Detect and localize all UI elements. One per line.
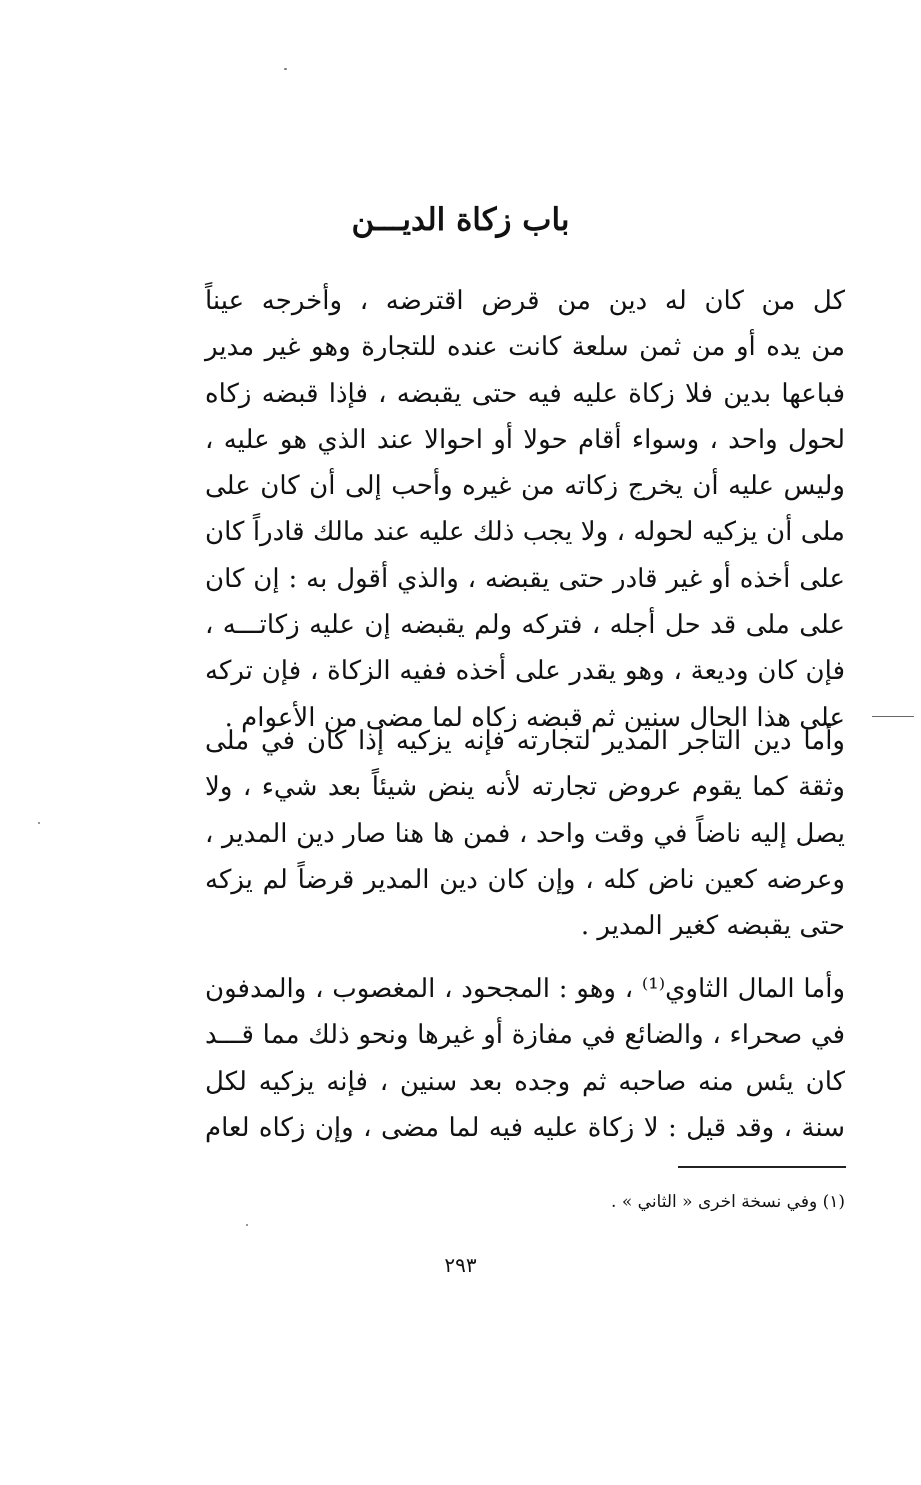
scan-speck [38,822,40,824]
text-line: في صحراء ، والضائع في مفازة أو غيرها ونحو ذلك مما قـــد [205,1020,845,1051]
text-line: حتى يقبضه كغير المدير . [580,911,845,942]
text-line: فباعها بدين فلا زكاة عليه فيه حتى يقبضه ، فإذا قبضه زكاه [205,378,845,409]
chapter-title: باب زكاة الديـــن [351,202,570,238]
text-line: وأما دين التاجر المدير لتجارته فإنه يزكيه إذا كان في ملى [205,726,845,756]
footnote-separator [678,1166,846,1168]
text-line: يصل إليه ناضاً في وقت واحد ، فمن ها هنا صار دين المدير ، [205,818,845,849]
text-line: لحول واحد ، وسواء أقام حولا أو احوالا عند الذي هو عليه ، [205,424,845,455]
text-line: كل من كان له دين من قرض اقترضه ، وأخرجه عيناً [205,286,845,316]
margin-mark [872,716,914,717]
paragraph-2 [205,718,845,949]
text-line: من يده أو من ثمن سلعة كانت عنده للتجارة وهو غير مدير [205,332,845,363]
paragraph-1 [205,278,845,741]
text-line: وعرضه كعين ناض كله ، وإن كان دين المدير قرضاً لم يزكه [205,864,845,895]
scan-speck [246,1224,248,1226]
footnote: (١) وفي نسخة اخرى « الثاني » . [611,1192,845,1212]
text-line: فإن كان وديعة ، وهو يقدر على أخذه ففيه الزكاة ، فإن تركه [205,656,845,687]
scan-speck [284,68,287,70]
page-number: ٢٩٣ [444,1253,477,1277]
text-line: على هذا الحال سنين ثم قبضه زكاه لما مضى من الأعوام . [224,702,845,733]
text-line: وأما المال الثاوي⁽¹⁾ ، وهو : المجحود ، المغصوب ، والمدفون [205,974,845,1004]
paragraph-3 [205,966,845,1151]
text-line: على ملى قد حل أجله ، فتركه ولم يقبضه إن عليه زكاتـــه ، [205,610,845,641]
text-line: وليس عليه أن يخرج زكاته من غيره وأحب إلى أن كان على [205,471,845,502]
text-line: سنة ، وقد قيل : لا زكاة عليه فيه لما مضى ، وإن زكاه لعام [205,1112,845,1143]
text-line: على أخذه أو غير قادر حتى يقبضه ، والذي أقول به : إن كان [205,563,845,594]
text-line: كان يئس منه صاحبه ثم وجده بعد سنين ، فإنه يزكيه لكل [205,1066,845,1097]
text-line: وثقة كما يقوم عروض تجارته لأنه ينض شيئاً بعد شيء ، ولا [205,772,845,803]
text-line: ملى أن يزكيه لحوله ، ولا يجب ذلك عليه عند مالك قادراً كان [205,517,845,548]
